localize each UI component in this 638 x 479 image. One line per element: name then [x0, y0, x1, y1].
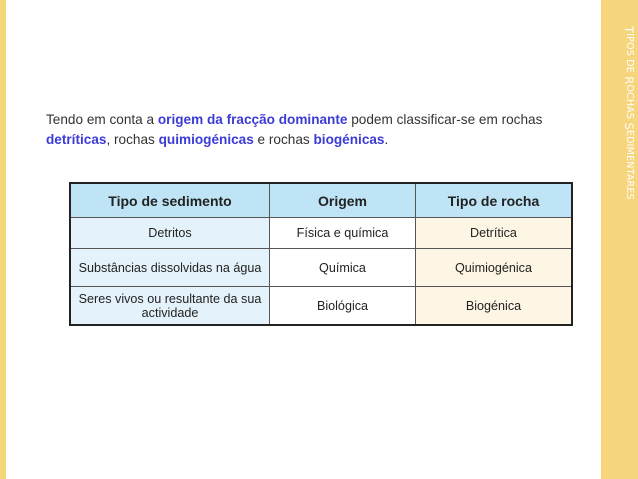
highlight-quimiogenicas: quimiogénicas	[158, 132, 254, 147]
table-row	[70, 249, 572, 287]
header-tipo-sedimento: Tipo de sedimento	[70, 183, 270, 218]
table-row	[70, 218, 572, 249]
highlight-origin: origem da fracção dominante	[157, 112, 348, 127]
header-tipo-rocha: Tipo de rocha	[416, 183, 573, 218]
slide-side-title: TIPOS DE ROCHAS SEDIMENTARES	[622, 26, 636, 200]
left-accent-bar	[0, 0, 6, 479]
sediment-classification-table	[69, 182, 573, 326]
cell-sedimento: Seres vivos ou resultante da sua actividade	[70, 287, 270, 326]
cell-origem: Biológica	[270, 287, 416, 326]
cell-rocha: Quimiogénica	[416, 249, 573, 287]
header-origem: Origem	[270, 183, 416, 218]
cell-sedimento: Detritos	[70, 218, 270, 249]
cell-origem: Química	[270, 249, 416, 287]
table-header-row	[70, 183, 572, 218]
highlight-biogenicas: biogénicas	[313, 132, 385, 147]
cell-rocha: Detrítica	[416, 218, 573, 249]
intro-paragraph: Tendo em conta a origem da fracção dominante podem classificar-se em rochas detríticas, rochas quimiogénicas e rochas biogénicas.	[46, 112, 543, 147]
highlight-detriticas: detríticas	[46, 132, 107, 147]
table-row	[70, 287, 572, 326]
cell-origem: Física e química	[270, 218, 416, 249]
cell-sedimento: Substâncias dissolvidas na água	[70, 249, 270, 287]
cell-rocha: Biogénica	[416, 287, 573, 326]
